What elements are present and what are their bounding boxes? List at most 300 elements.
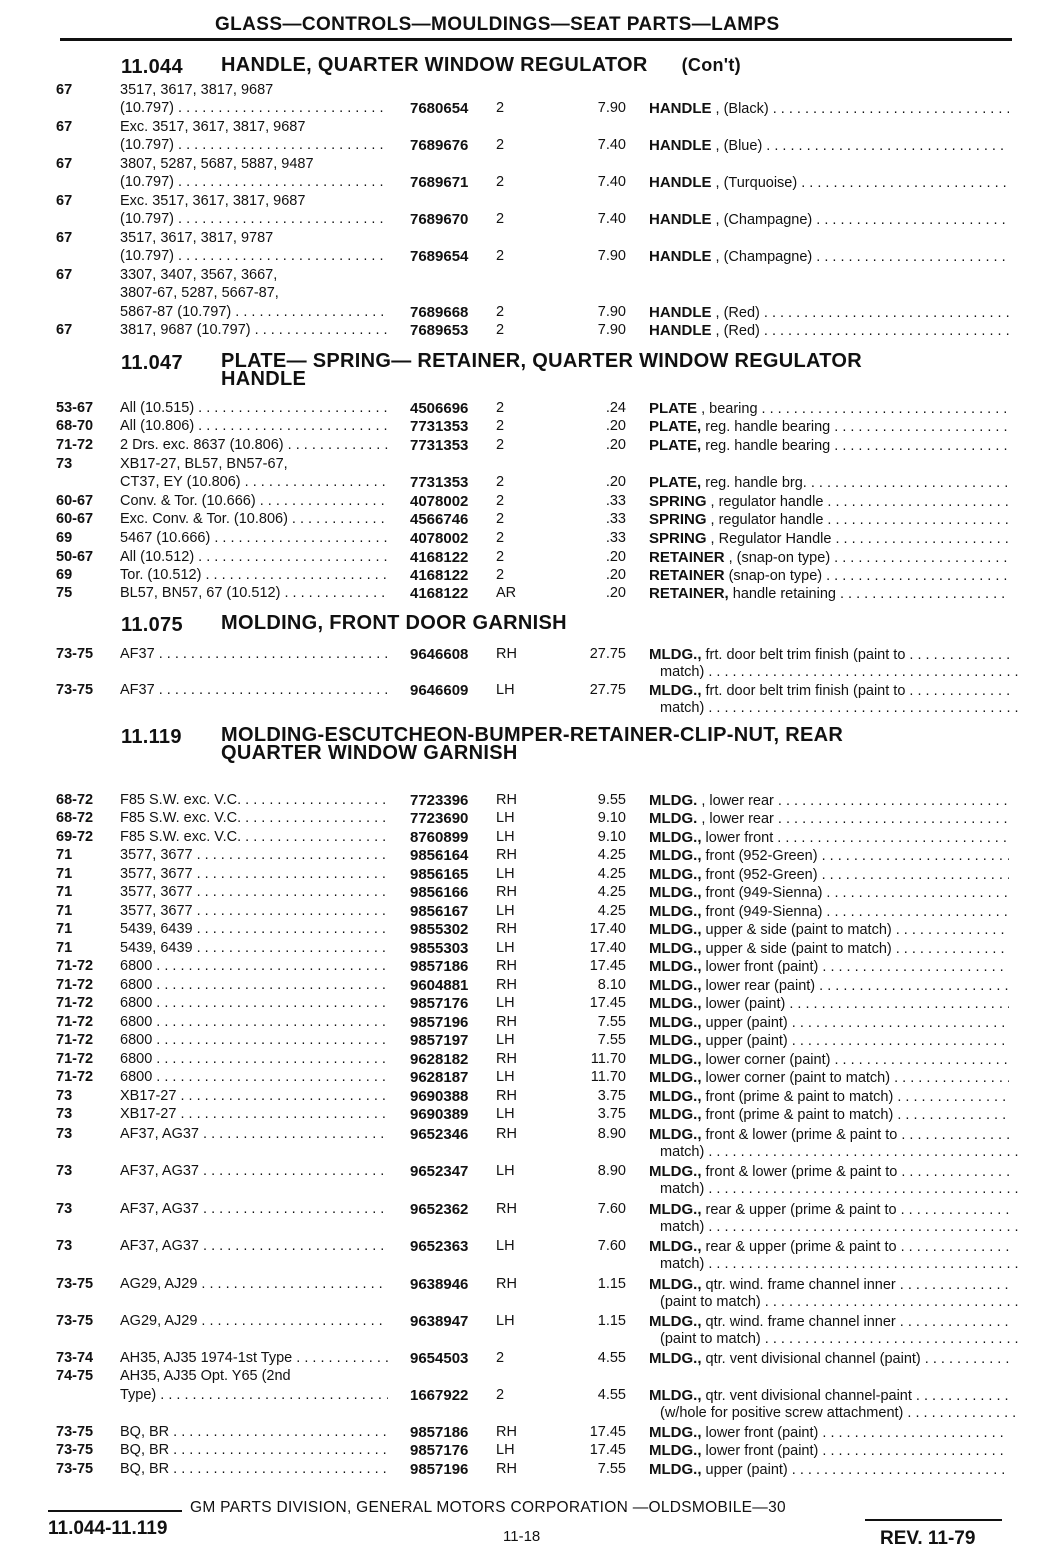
model-cell: 6800 . . . (120, 958, 388, 974)
part-detail: reg. handle brg. (705, 475, 807, 491)
part-number-cell: 9652363 (410, 1238, 469, 1255)
year-cell: 50-67 (56, 549, 94, 565)
part-detail: frt. door belt trim finish (paint to (705, 647, 906, 663)
year-cell: 67 (56, 230, 73, 246)
model-cell: Exc. 3517, 3617, 3817, 9687 (120, 193, 306, 209)
quantity-cell: RH (496, 1424, 517, 1440)
year-cell: 67 (56, 156, 73, 172)
part-detail: front (949-Sienna) (705, 904, 823, 920)
part-number-cell: 7723690 (410, 810, 469, 827)
description-cell (649, 903, 1009, 920)
model-cell: 5867-87 (10.797) . . . (120, 304, 388, 320)
price-cell: 7.90 (597, 304, 626, 320)
model-cell: AF37 . . . (120, 646, 388, 662)
quantity-cell: 2 (496, 511, 505, 527)
model-cell: 3817, 9687 (10.797) . . . (120, 322, 388, 338)
description-cell (649, 1350, 1009, 1367)
part-number-cell: 9638947 (410, 1313, 469, 1330)
price-cell: 7.90 (597, 248, 626, 264)
description-cell (649, 418, 1009, 435)
part-detail: , bearing (701, 401, 758, 417)
model-cell: 3807, 5287, 5687, 5887, 9487 (120, 156, 314, 172)
year-cell: 67 (56, 82, 73, 98)
part-detail: qtr. vent divisional channel-paint (705, 1388, 912, 1404)
description-cell (660, 1219, 1020, 1235)
part-name: MLDG., (649, 829, 702, 846)
quantity-cell: LH (496, 995, 515, 1011)
year-cell: 71-72 (56, 1014, 94, 1030)
header-rule (60, 38, 1012, 41)
model-cell: 3577, 3677 . . . (120, 866, 388, 882)
part-number-cell: 9857176 (410, 995, 469, 1012)
description-cell (649, 585, 1009, 602)
part-name: MLDG., (649, 1163, 702, 1180)
year-cell: 73 (56, 456, 73, 472)
quantity-cell: LH (496, 1238, 515, 1254)
part-number-cell: 1667922 (410, 1387, 469, 1404)
model-cell: Exc. 3517, 3617, 3817, 9687 (120, 119, 306, 135)
quantity-cell: RH (496, 977, 517, 993)
part-number-cell: 4168122 (410, 567, 469, 584)
description-cell (660, 1256, 1020, 1272)
part-detail: upper & side (paint to match) (705, 922, 892, 938)
footer-rule-right (865, 1519, 1002, 1521)
year-cell: 74-75 (56, 1368, 94, 1384)
part-number-cell: 7689654 (410, 248, 469, 265)
price-cell: 7.90 (597, 322, 626, 338)
quantity-cell: LH (496, 1106, 515, 1122)
year-cell: 73 (56, 1088, 73, 1104)
model-cell: (10.797) . . . (120, 248, 388, 264)
part-detail: , (snap-on type) (728, 550, 831, 566)
part-name: MLDG., (649, 1014, 702, 1031)
year-cell: 67 (56, 119, 73, 135)
description-cell (649, 940, 1009, 957)
year-cell: 71 (56, 847, 73, 863)
part-name: HANDLE (649, 174, 712, 191)
part-number-cell: 9857186 (410, 1424, 469, 1441)
section-number: 11.044 (121, 56, 183, 78)
part-number-cell: 9856164 (410, 847, 469, 864)
quantity-cell: LH (496, 1442, 515, 1458)
model-cell: 3577, 3677 . . . (120, 884, 388, 900)
part-number-cell: 9628187 (410, 1069, 469, 1086)
quantity-cell: LH (496, 866, 515, 882)
part-name: MLDG., (649, 977, 702, 994)
part-detail: upper (paint) (705, 1015, 788, 1031)
model-cell: AF37, AG37 . . . (120, 1238, 388, 1254)
model-cell: XB17-27 . . . (120, 1088, 388, 1104)
price-cell: 11.70 (590, 1051, 626, 1067)
part-name: MLDG., (649, 1276, 702, 1293)
part-name: MLDG., (649, 940, 702, 957)
model-cell: BQ, BR . . . (120, 1424, 388, 1440)
year-cell: 73-75 (56, 682, 94, 698)
price-cell: 7.40 (597, 174, 626, 190)
part-name: MLDG., (649, 1069, 702, 1086)
quantity-cell: LH (496, 903, 515, 919)
price-cell: 7.55 (597, 1461, 626, 1477)
price-cell: .24 (605, 400, 626, 416)
part-name: MLDG., (649, 921, 702, 938)
model-cell: 3517, 3617, 3817, 9687 (120, 82, 274, 98)
part-detail: upper (paint) (705, 1462, 788, 1478)
part-number-cell: 7723396 (410, 792, 469, 809)
model-cell: AG29, AJ29 . . . (120, 1276, 388, 1292)
part-number-cell: 9856166 (410, 884, 469, 901)
description-cell (660, 1144, 1020, 1160)
quantity-cell: RH (496, 1126, 517, 1142)
part-number-cell: 7689668 (410, 304, 469, 321)
price-cell: 17.45 (589, 995, 626, 1011)
price-cell: 8.90 (597, 1163, 626, 1179)
model-cell: BL57, BN57, 67 (10.512) . . . (120, 585, 388, 601)
year-cell: 73 (56, 1238, 73, 1254)
quantity-cell: LH (496, 810, 515, 826)
part-detail: front (949-Sienna) (705, 885, 823, 901)
description-cell (649, 1069, 1009, 1086)
model-cell: 3517, 3617, 3817, 9787 (120, 230, 274, 246)
description-cell (649, 248, 1009, 265)
description-cell (649, 792, 1009, 809)
part-name: MLDG., (649, 1051, 702, 1068)
part-detail: , (Red) (715, 305, 760, 321)
part-detail: reg. handle bearing (705, 438, 831, 454)
description-cell (649, 1106, 1009, 1123)
part-name: HANDLE (649, 100, 712, 117)
quantity-cell: 2 (496, 418, 505, 434)
section-title: MOLDING-ESCUTCHEON-BUMPER-RETAINER-CLIP-NUT, REAR QUARTER WINDOW GARNISH (221, 724, 844, 764)
model-cell: 5467 (10.666) . . . (120, 530, 388, 546)
model-cell: (10.797) . . . (120, 100, 388, 116)
model-cell: AF37, AG37 . . . (120, 1201, 388, 1217)
description-cell (649, 437, 1009, 454)
year-cell: 73-74 (56, 1350, 94, 1366)
price-cell: 7.55 (597, 1014, 626, 1030)
price-cell: .20 (605, 567, 626, 583)
model-cell: All (10.806) . . . (120, 418, 388, 434)
part-detail: front (prime & paint to match) (705, 1107, 894, 1123)
part-number-cell: 9652346 (410, 1126, 469, 1143)
part-name: SPRING (649, 493, 707, 510)
part-detail: lower corner (paint) (705, 1052, 831, 1068)
model-cell: 6800 . . . (120, 977, 388, 993)
part-number-cell: 9856167 (410, 903, 469, 920)
description-cell (649, 884, 1009, 901)
quantity-cell: 2 (496, 322, 505, 338)
part-detail: , (Champagne) (715, 212, 813, 228)
quantity-cell: 2 (496, 549, 505, 565)
part-name: HANDLE (649, 304, 712, 321)
year-cell: 69 (56, 530, 73, 546)
part-number-cell: 9652347 (410, 1163, 469, 1180)
year-cell: 71 (56, 940, 73, 956)
description-cell (649, 646, 1009, 663)
price-cell: .20 (605, 437, 626, 453)
part-detail: match) (660, 1219, 705, 1235)
part-number-cell: 4566746 (410, 511, 469, 528)
quantity-cell: RH (496, 646, 517, 662)
part-number-cell: 4168122 (410, 585, 469, 602)
price-cell: 7.90 (597, 100, 626, 116)
part-number-cell: 7731353 (410, 418, 469, 435)
part-name: MLDG., (649, 1387, 702, 1404)
part-name: MLDG., (649, 1350, 702, 1367)
quantity-cell: LH (496, 829, 515, 845)
price-cell: .20 (605, 585, 626, 601)
model-cell: 5439, 6439 . . . (120, 921, 388, 937)
quantity-cell: RH (496, 1461, 517, 1477)
model-cell: 5439, 6439 . . . (120, 940, 388, 956)
part-number-cell: 9857197 (410, 1032, 469, 1049)
year-cell: 73 (56, 1126, 73, 1142)
year-cell: 71 (56, 903, 73, 919)
section-number: 11.075 (121, 614, 183, 636)
part-name: MLDG., (649, 1088, 702, 1105)
part-detail: (paint to match) (660, 1294, 761, 1310)
part-number-cell: 7689653 (410, 322, 469, 339)
part-detail: , lower rear (701, 811, 774, 827)
model-cell: BQ, BR . . . (120, 1442, 388, 1458)
model-cell: (10.797) . . . (120, 137, 388, 153)
footer-page-number: 11-18 (503, 1528, 541, 1545)
part-number-cell: 4168122 (410, 549, 469, 566)
model-cell: CT37, EY (10.806) . . . (120, 474, 388, 490)
price-cell: 7.60 (597, 1238, 626, 1254)
year-cell: 73-75 (56, 1461, 94, 1477)
part-detail: , lower rear (701, 793, 774, 809)
price-cell: 3.75 (597, 1106, 626, 1122)
model-cell: XB17-27, BL57, BN57-67, (120, 456, 288, 472)
quantity-cell: RH (496, 1051, 517, 1067)
price-cell: .33 (605, 511, 626, 527)
part-name: RETAINER, (649, 585, 729, 602)
year-cell: 67 (56, 322, 73, 338)
model-cell: AH35, AJ35 Opt. Y65 (2nd (120, 1368, 291, 1384)
price-cell: 9.10 (597, 829, 626, 845)
description-cell (649, 1461, 1009, 1478)
quantity-cell: 2 (496, 304, 505, 320)
part-detail: (snap-on type) (728, 568, 823, 584)
description-cell (649, 1032, 1009, 1049)
part-detail: match) (660, 664, 705, 680)
model-cell: 6800 . . . (120, 1014, 388, 1030)
price-cell: .33 (605, 530, 626, 546)
part-name: RETAINER (649, 549, 725, 566)
part-name: MLDG., (649, 995, 702, 1012)
description-cell (649, 400, 1009, 417)
price-cell: 11.70 (590, 1069, 626, 1085)
quantity-cell: RH (496, 958, 517, 974)
part-number-cell: 9690389 (410, 1106, 469, 1123)
part-name: MLDG., (649, 1238, 702, 1255)
part-name: MLDG., (649, 884, 702, 901)
description-cell (649, 1276, 1009, 1293)
model-cell: (10.797) . . . (120, 174, 388, 190)
section-title: PLATE— SPRING— RETAINER, QUARTER WINDOW REGULATOR HANDLE (221, 350, 862, 390)
description-cell (649, 493, 1009, 510)
year-cell: 73-75 (56, 1313, 94, 1329)
year-cell: 73-75 (56, 646, 94, 662)
description-cell (660, 1294, 1020, 1310)
year-cell: 71-72 (56, 1069, 94, 1085)
price-cell: 27.75 (589, 682, 626, 698)
part-name: MLDG., (649, 958, 702, 975)
year-cell: 71-72 (56, 437, 94, 453)
part-detail: (paint to match) (660, 1331, 761, 1347)
quantity-cell: RH (496, 1088, 517, 1104)
model-cell: 3577, 3677 . . . (120, 847, 388, 863)
price-cell: 7.40 (597, 137, 626, 153)
description-cell (649, 549, 1009, 566)
part-detail: (w/hole for positive screw attachment) (660, 1405, 904, 1421)
description-cell (649, 530, 1009, 547)
year-cell: 71-72 (56, 995, 94, 1011)
price-cell: 4.55 (597, 1387, 626, 1403)
description-cell (649, 100, 1009, 117)
year-cell: 69 (56, 567, 73, 583)
year-cell: 68-72 (56, 810, 94, 826)
part-detail: , (Champagne) (715, 249, 813, 265)
part-name: MLDG., (649, 1126, 702, 1143)
quantity-cell: 2 (496, 567, 505, 583)
model-cell: All (10.512) . . . (120, 549, 388, 565)
price-cell: 7.55 (597, 1032, 626, 1048)
footer-group-range: 11.044-11.119 (48, 1518, 168, 1539)
model-cell: (10.797) . . . (120, 211, 388, 227)
price-cell: 1.15 (597, 1276, 626, 1292)
description-cell (649, 1201, 1009, 1218)
section-title: HANDLE, QUARTER WINDOW REGULATOR (Con't) (221, 54, 741, 76)
quantity-cell: 2 (496, 137, 505, 153)
price-cell: .20 (605, 549, 626, 565)
model-cell: AF37, AG37 . . . (120, 1163, 388, 1179)
quantity-cell: LH (496, 1163, 515, 1179)
part-number-cell: 7731353 (410, 474, 469, 491)
footer-publisher: GM PARTS DIVISION, GENERAL MOTORS CORPORATION —OLDSMOBILE—30 (190, 1499, 786, 1516)
quantity-cell: LH (496, 940, 515, 956)
price-cell: 4.25 (597, 866, 626, 882)
description-cell (649, 567, 1009, 584)
part-number-cell: 7689676 (410, 137, 469, 154)
part-number-cell: 9628182 (410, 1051, 469, 1068)
description-cell (649, 304, 1009, 321)
description-cell (649, 810, 1009, 827)
year-cell: 73 (56, 1106, 73, 1122)
year-cell: 60-67 (56, 493, 94, 509)
description-cell (649, 1051, 1009, 1068)
part-number-cell: 7731353 (410, 437, 469, 454)
year-cell: 71 (56, 884, 73, 900)
year-cell: 75 (56, 585, 73, 601)
year-cell: 53-67 (56, 400, 94, 416)
section-number: 11.119 (121, 726, 182, 748)
description-cell (649, 847, 1009, 864)
quantity-cell: 2 (496, 100, 505, 116)
part-detail: , regulator handle (710, 512, 824, 528)
year-cell: 73 (56, 1163, 73, 1179)
year-cell: 71-72 (56, 1051, 94, 1067)
part-detail: lower front (paint) (705, 959, 819, 975)
part-detail: rear & upper (prime & paint to (705, 1202, 897, 1218)
model-cell: 6800 . . . (120, 1069, 388, 1085)
price-cell: 17.40 (589, 921, 626, 937)
description-cell (649, 1126, 1009, 1143)
model-cell: F85 S.W. exc. V.C. . . . (120, 829, 388, 845)
part-number-cell: 9857196 (410, 1014, 469, 1031)
part-name: HANDLE (649, 211, 712, 228)
description-cell (649, 866, 1009, 883)
description-cell (649, 322, 1009, 339)
part-detail: match) (660, 700, 705, 716)
price-cell: 27.75 (589, 646, 626, 662)
year-cell: 73 (56, 1201, 73, 1217)
model-cell: Exc. Conv. & Tor. (10.806) . . . (120, 511, 388, 527)
year-cell: 73-75 (56, 1424, 94, 1440)
description-cell (649, 995, 1009, 1012)
year-cell: 71-72 (56, 1032, 94, 1048)
price-cell: 7.40 (597, 211, 626, 227)
part-detail: qtr. vent divisional channel (paint) (705, 1351, 921, 1367)
quantity-cell: RH (496, 921, 517, 937)
price-cell: 17.40 (589, 940, 626, 956)
part-detail: handle retaining (732, 586, 836, 602)
model-cell: XB17-27 . . . (120, 1106, 388, 1122)
year-cell: 68-70 (56, 418, 94, 434)
part-number-cell: 9604881 (410, 977, 469, 994)
part-detail: lower (paint) (705, 996, 786, 1012)
description-cell (649, 1387, 1009, 1404)
model-cell: F85 S.W. exc. V.C. . . . (120, 810, 388, 826)
price-cell: .20 (605, 418, 626, 434)
part-detail: reg. handle bearing (705, 419, 831, 435)
quantity-cell: 2 (496, 174, 505, 190)
part-number-cell: 9646609 (410, 682, 469, 699)
part-detail: frt. door belt trim finish (paint to (705, 683, 906, 699)
price-cell: 17.45 (589, 1442, 626, 1458)
model-cell: AH35, AJ35 1974-1st Type . . . (120, 1350, 388, 1366)
part-detail: , Regulator Handle (710, 531, 832, 547)
part-name: PLATE (649, 400, 698, 417)
model-cell: Conv. & Tor. (10.666) . . . (120, 493, 388, 509)
part-name: MLDG., (649, 1032, 702, 1049)
footer-rule-left (48, 1510, 182, 1512)
year-cell: 73-75 (56, 1276, 94, 1292)
model-cell: AF37, AG37 . . . (120, 1126, 388, 1142)
part-name: MLDG. (649, 810, 698, 827)
price-cell: .33 (605, 493, 626, 509)
quantity-cell: RH (496, 1276, 517, 1292)
description-cell (649, 1014, 1009, 1031)
model-cell: Type) . . . (120, 1387, 388, 1403)
part-detail: lower front (paint) (705, 1443, 819, 1459)
part-name: SPRING (649, 530, 707, 547)
year-cell: 67 (56, 267, 73, 283)
price-cell: 17.45 (589, 958, 626, 974)
description-cell (649, 137, 1009, 154)
part-detail: upper & side (paint to match) (705, 941, 892, 957)
price-cell: 7.60 (597, 1201, 626, 1217)
part-number-cell: 9855303 (410, 940, 469, 957)
part-detail: front (952-Green) (705, 867, 818, 883)
part-detail: match) (660, 1144, 705, 1160)
part-detail: , (Black) (715, 101, 769, 117)
part-number-cell: 9646608 (410, 646, 469, 663)
price-cell: 9.10 (597, 810, 626, 826)
quantity-cell: 2 (496, 1350, 505, 1366)
quantity-cell: 2 (496, 211, 505, 227)
part-name: MLDG. (649, 792, 698, 809)
